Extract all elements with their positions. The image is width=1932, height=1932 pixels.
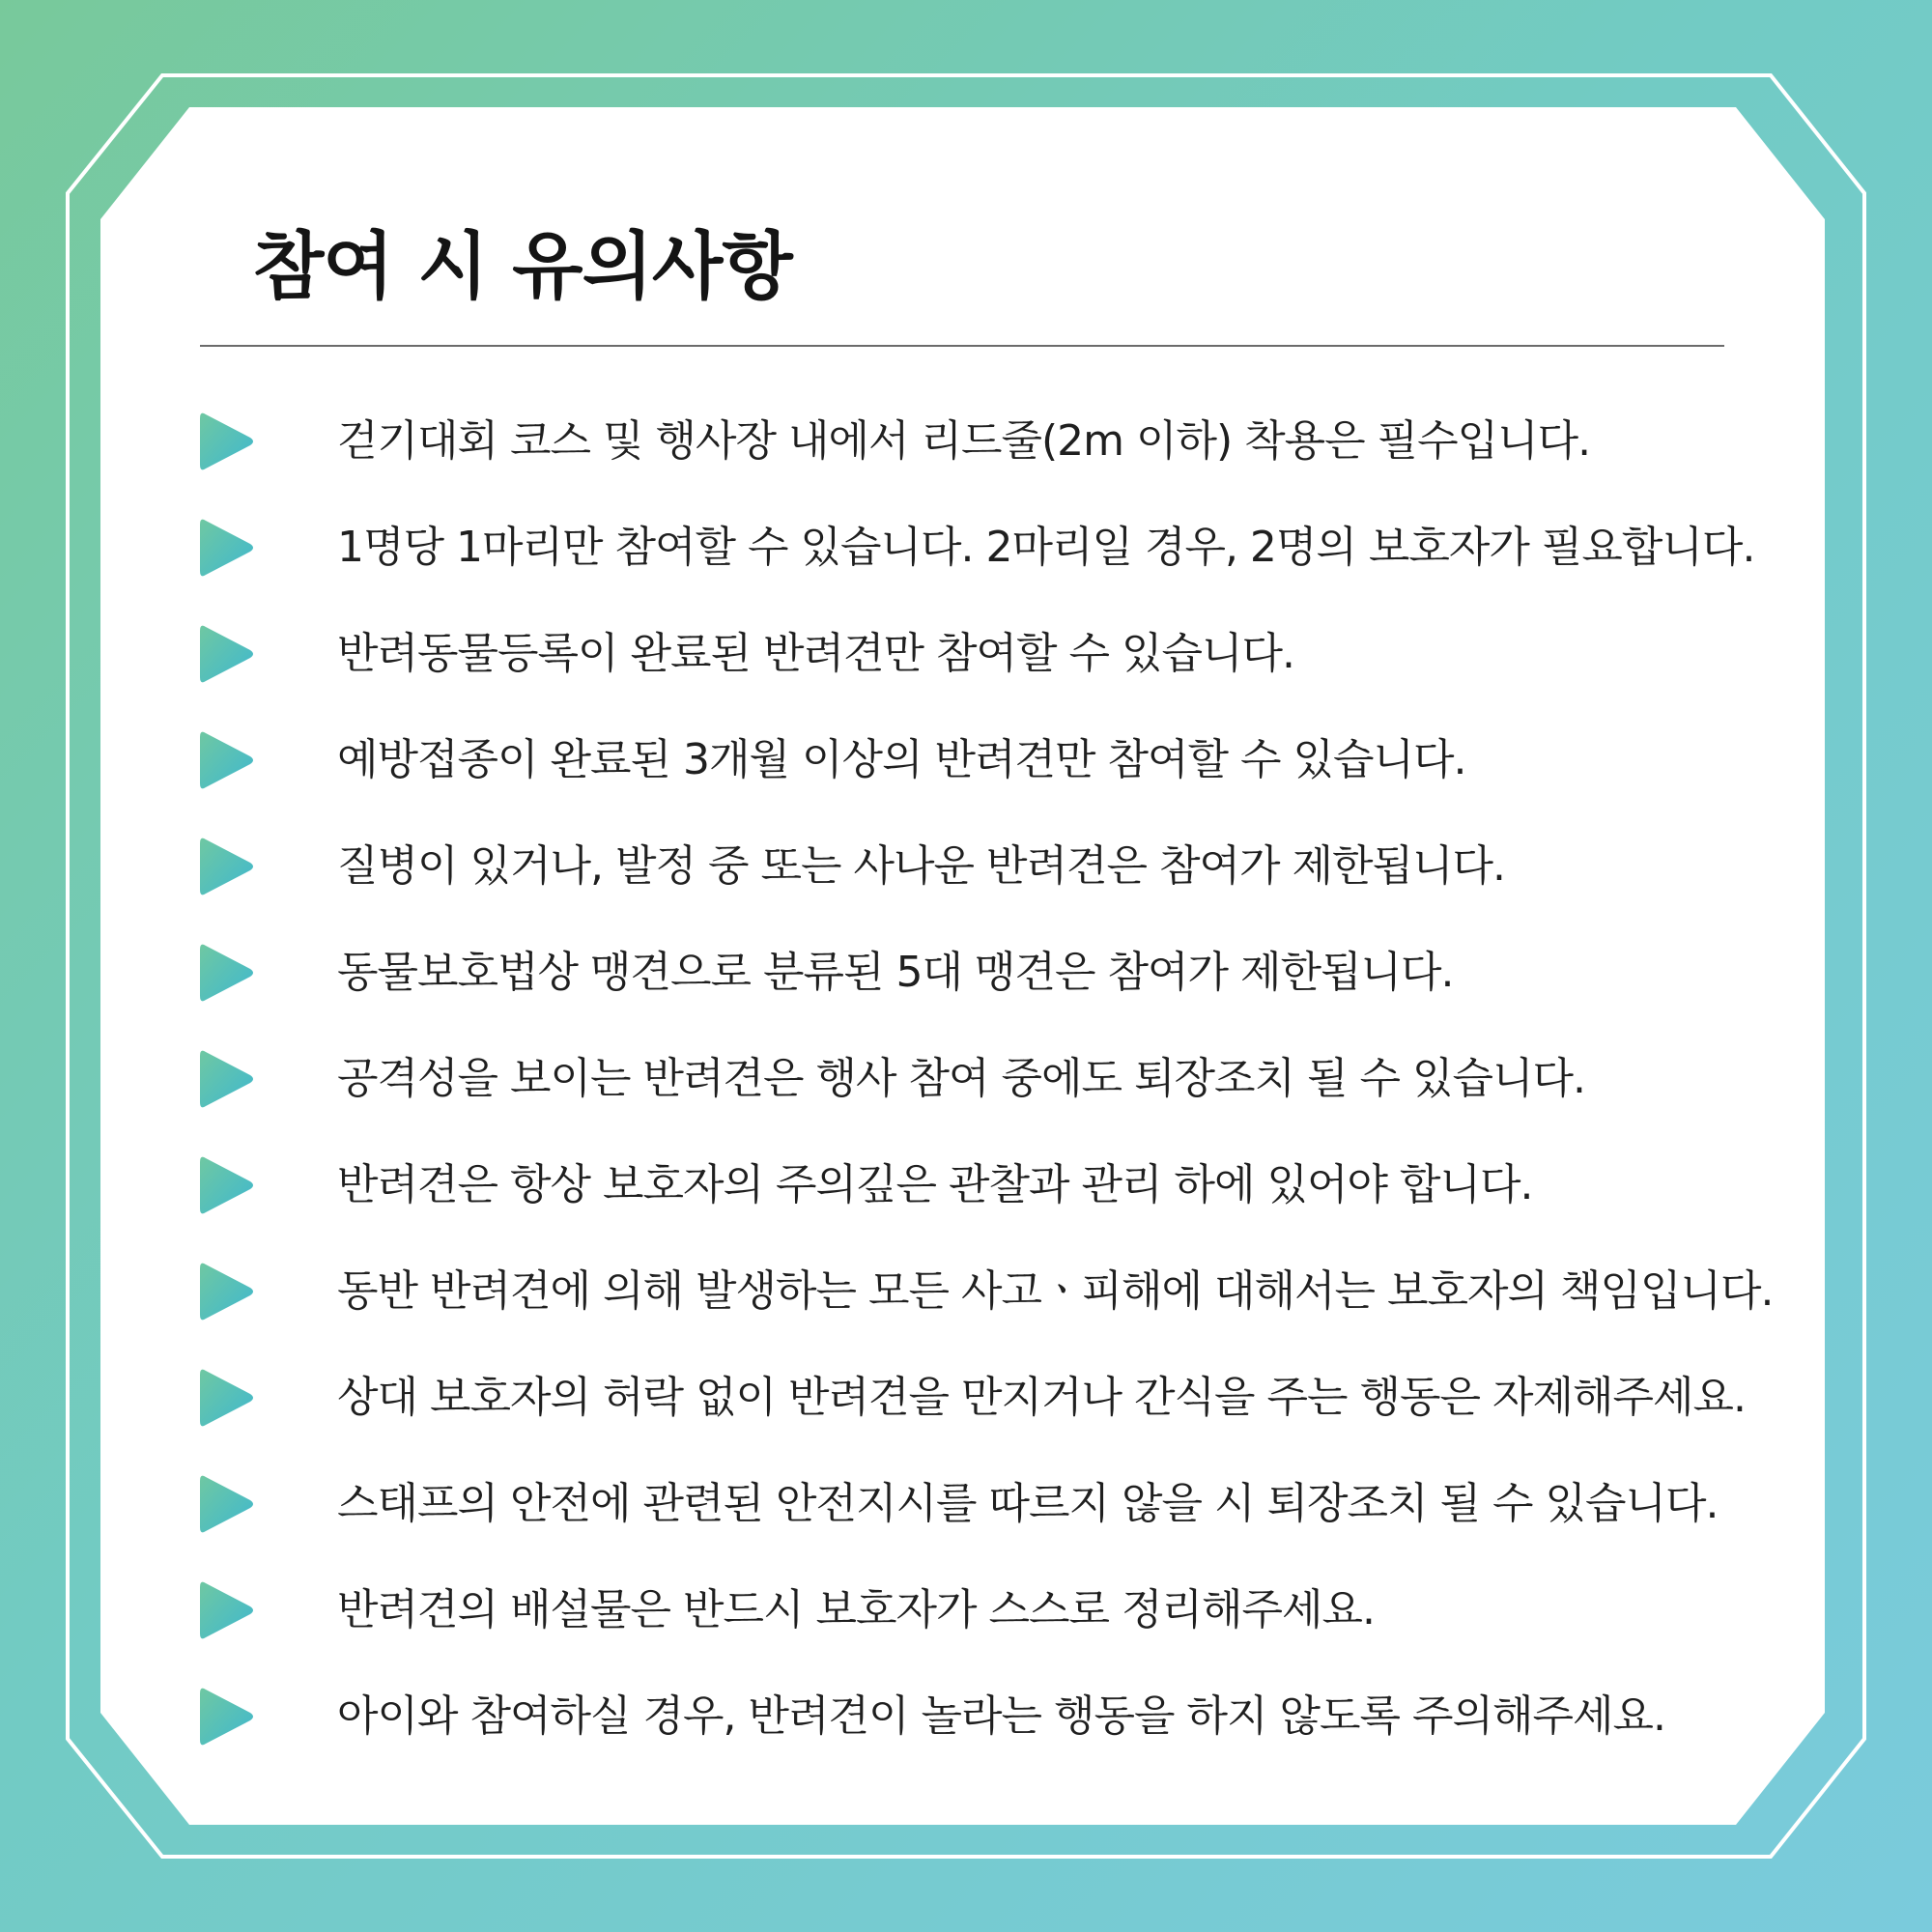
- list-item-text: 반려견의 배설물은 반드시 보호자가 스스로 정리해주세요.: [337, 1585, 1376, 1634]
- list-item-text: 반려견은 항상 보호자의 주의깊은 관찰과 관리 하에 있어야 합니다.: [337, 1160, 1533, 1209]
- list-item: [200, 813, 1774, 920]
- list-item: [200, 1238, 1774, 1345]
- list-item-text: 반려동물등록이 완료된 반려견만 참여할 수 있습니다.: [337, 629, 1295, 678]
- list-item-text: 예방접종이 완료된 3개월 이상의 반려견만 참여할 수 있습니다.: [337, 735, 1466, 784]
- page-title: 참여 시 유의사항: [253, 223, 792, 309]
- list-item: [200, 601, 1774, 707]
- play-triangle-icon: [200, 1367, 254, 1429]
- play-triangle-icon: [200, 623, 254, 685]
- play-triangle-icon: [200, 517, 254, 579]
- title-divider: [200, 345, 1724, 347]
- list-item-text: 질병이 있거나, 발정 중 또는 사나운 반려견은 참여가 제한됩니다.: [337, 841, 1505, 891]
- list-item-text: 동반 반려견에 의해 발생하는 모든 사고ㆍ피해에 대해서는 보호자의 책임입니다.: [337, 1266, 1774, 1316]
- play-triangle-icon: [200, 1686, 254, 1747]
- play-triangle-icon: [200, 1473, 254, 1535]
- play-triangle-icon: [200, 729, 254, 791]
- play-triangle-icon: [200, 1579, 254, 1641]
- list-item: [200, 388, 1774, 495]
- list-item-text: 걷기대회 코스 및 행사장 내에서 리드줄(2m 이하) 착용은 필수입니다.: [337, 416, 1591, 466]
- list-item-text: 스태프의 안전에 관련된 안전지시를 따르지 않을 시 퇴장조치 될 수 있습니다.: [337, 1479, 1719, 1528]
- list-item: [200, 1026, 1774, 1132]
- list-item-text: 상대 보호자의 허락 없이 반려견을 만지거나 간식을 주는 행동은 자제해주세요.: [337, 1373, 1746, 1422]
- list-item: [200, 1663, 1774, 1770]
- list-item-text: 1명당 1마리만 참여할 수 있습니다. 2마리일 경우, 2명의 보호자가 필요합니다.: [337, 523, 1755, 572]
- list-item-text: 아이와 참여하실 경우, 반려견이 놀라는 행동을 하지 않도록 주의해주세요.: [337, 1691, 1665, 1741]
- list-item: [200, 1451, 1774, 1557]
- list-item: [200, 920, 1774, 1026]
- play-triangle-icon: [200, 836, 254, 897]
- list-item: [200, 1557, 1774, 1663]
- notice-list: [200, 388, 1774, 1770]
- list-item: [200, 1345, 1774, 1451]
- list-item: [200, 1132, 1774, 1238]
- play-triangle-icon: [200, 942, 254, 1004]
- play-triangle-icon: [200, 411, 254, 472]
- play-triangle-icon: [200, 1048, 254, 1110]
- list-item: [200, 707, 1774, 813]
- list-item-text: 동물보호법상 맹견으로 분류된 5대 맹견은 참여가 제한됩니다.: [337, 948, 1454, 997]
- play-triangle-icon: [200, 1154, 254, 1216]
- list-item-text: 공격성을 보이는 반려견은 행사 참여 중에도 퇴장조치 될 수 있습니다.: [337, 1054, 1585, 1103]
- play-triangle-icon: [200, 1261, 254, 1322]
- list-item: [200, 495, 1774, 601]
